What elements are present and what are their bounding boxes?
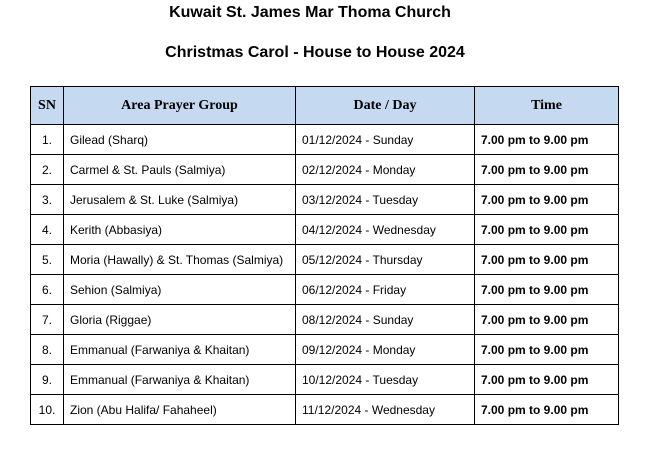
row-sn: 9. (31, 365, 64, 395)
row-date: 06/12/2024 - Friday (296, 275, 475, 305)
row-date: 08/12/2024 - Sunday (296, 305, 475, 335)
row-time: 7.00 pm to 9.00 pm (475, 335, 619, 365)
column-header-time: Time (475, 87, 619, 125)
row-date: 11/12/2024 - Wednesday (296, 395, 475, 425)
schedule-table (30, 86, 619, 425)
row-date: 09/12/2024 - Monday (296, 335, 475, 365)
page-subtitle: Christmas Carol - House to House 2024 (165, 44, 465, 61)
table-row (31, 335, 619, 365)
table-row (31, 125, 619, 155)
row-time: 7.00 pm to 9.00 pm (475, 275, 619, 305)
row-time: 7.00 pm to 9.00 pm (475, 125, 619, 155)
row-time: 7.00 pm to 9.00 pm (475, 245, 619, 275)
row-area: Sehion (Salmiya) (64, 275, 296, 305)
row-sn: 10. (31, 395, 64, 425)
row-area: Gilead (Sharq) (64, 125, 296, 155)
row-area: Carmel & St. Pauls (Salmiya) (64, 155, 296, 185)
row-sn: 4. (31, 215, 64, 245)
row-area: Moria (Hawally) & St. Thomas (Salmiya) (64, 245, 296, 275)
table-row (31, 395, 619, 425)
row-time: 7.00 pm to 9.00 pm (475, 365, 619, 395)
row-date: 01/12/2024 - Sunday (296, 125, 475, 155)
row-sn: 6. (31, 275, 64, 305)
row-area: Kerith (Abbasiya) (64, 215, 296, 245)
row-sn: 3. (31, 185, 64, 215)
row-sn: 7. (31, 305, 64, 335)
row-area: Jerusalem & St. Luke (Salmiya) (64, 185, 296, 215)
row-area: Gloria (Riggae) (64, 305, 296, 335)
table-header-row (31, 87, 619, 125)
table-row (31, 245, 619, 275)
row-sn: 5. (31, 245, 64, 275)
row-time: 7.00 pm to 9.00 pm (475, 305, 619, 335)
column-header-date: Date / Day (296, 87, 475, 125)
table-row (31, 215, 619, 245)
row-area: Emmanual (Farwaniya & Khaitan) (64, 335, 296, 365)
row-sn: 1. (31, 125, 64, 155)
table-row (31, 185, 619, 215)
row-time: 7.00 pm to 9.00 pm (475, 185, 619, 215)
row-sn: 8. (31, 335, 64, 365)
row-date: 02/12/2024 - Monday (296, 155, 475, 185)
page-title: Kuwait St. James Mar Thoma Church (169, 4, 451, 21)
table-row (31, 365, 619, 395)
table-row (31, 305, 619, 335)
row-time: 7.00 pm to 9.00 pm (475, 215, 619, 245)
row-time: 7.00 pm to 9.00 pm (475, 395, 619, 425)
table-row (31, 275, 619, 305)
column-header-area: Area Prayer Group (64, 87, 296, 125)
column-header-sn: SN (31, 87, 64, 125)
row-date: 05/12/2024 - Thursday (296, 245, 475, 275)
table-row (31, 155, 619, 185)
row-date: 03/12/2024 - Tuesday (296, 185, 475, 215)
row-area: Emmanual (Farwaniya & Khaitan) (64, 365, 296, 395)
row-date: 04/12/2024 - Wednesday (296, 215, 475, 245)
row-area: Zion (Abu Halifa/ Fahaheel) (64, 395, 296, 425)
row-sn: 2. (31, 155, 64, 185)
row-time: 7.00 pm to 9.00 pm (475, 155, 619, 185)
row-date: 10/12/2024 - Tuesday (296, 365, 475, 395)
